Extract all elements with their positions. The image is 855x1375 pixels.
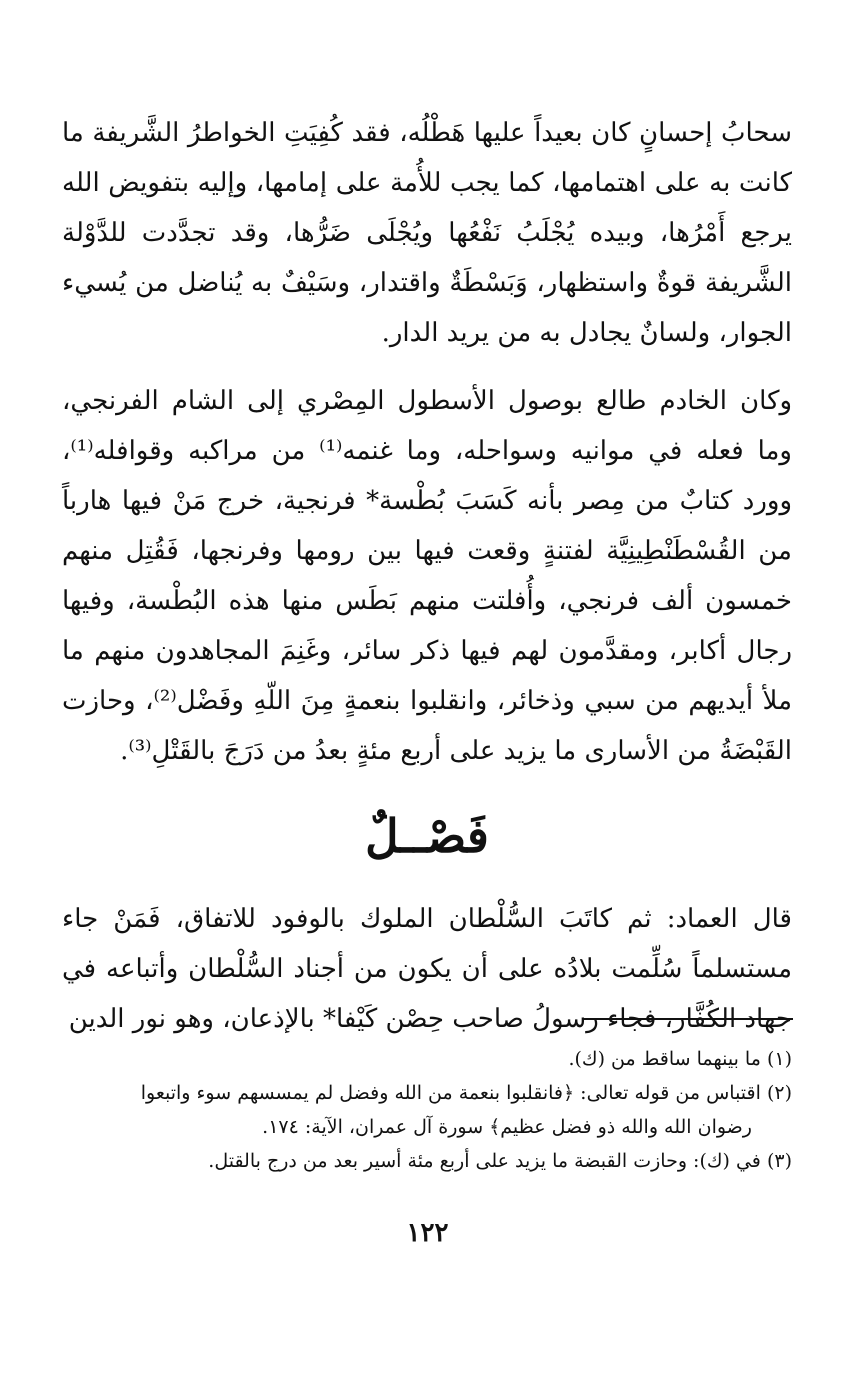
footnote-continuation: رضوان الله والله ذو فضل عظيم﴾ سورة آل عمران، الآية: ١٧٤.: [262, 1116, 752, 1138]
page-number: ١٢٢: [406, 1218, 449, 1248]
footnote-text: ما بينهما ساقط من (ك).: [568, 1048, 761, 1070]
paragraph-1: سحابُ إحسانٍ كان بعيداً عليها هَطْلُه، فقد كُفِيَتِ الخواطرُ الشَّريفة ما كانت به على اهتمامها، كما يجب للأُمة على إمامها، وإليه بتفويض الله يرجع أَمْرُها، وبيده يُجْلَبُ نَفْعُها ويُجْلَى ضَرُّها، وقد تجدَّدت للدَّوْلة الشَّريفة قوةٌ واستظهار، وَبَسْطَةٌ واقتدار، وسَيْفٌ به يُناضل من يُسيء الجوار، ولسانٌ يجادل به من يريد الدار.: [62, 118, 792, 348]
main-text: [62, 108, 792, 1044]
footnotes: [62, 1042, 792, 1178]
footnote-text: اقتباس من قوله تعالى: ﴿فانقلبوا بنعمة من الله وفضل لم يمسسهم سوء واتبعوا: [140, 1082, 761, 1104]
footnote-text: في (ك): وحازت القبضة ما يزيد على أربع مئة أسير بعد من درج بالقتل.: [208, 1150, 761, 1172]
footnote-marker: (١): [766, 1048, 792, 1070]
paragraph-3: قال العماد: ثم كاتَبَ السُّلْطان الملوك بالوفود للاتفاق، فَمَنْ جاء مستسلماً سُلِّمت بلادُه على أن يكون من أجناد السُّلْطان وأتباعه في جهاد الكُفَّار، فجاء رسولُ صاحب حِصْن كَيْفا* بالإذعان، وهو نور الدين: [62, 904, 792, 1034]
paragraph-2: وكان الخادم طالع بوصول الأسطول المِصْري إلى الشام الفرنجي، وما فعله في موانيه وسواحله، وما غنمه⁽¹⁾ من مراكبه وقوافله⁽¹⁾، وورد كتابٌ من مِصر بأنه كَسَبَ بُطْسة* فرنجية، خرج مَنْ فيها هارباً من القُسْطَنْطِينِيَّة لفتنةٍ وقعت فيها بين رومها وفرنجها، فَقُتِل منهم خمسون ألف فرنجي، وأُفلتت منهم بَطَس منها هذه البُطْسة، وفيها رجال أكابر، ومقدَّمون لهم فيها ذكر سائر، وغَنِمَ المجاهدون منهم ما ملأ أيديهم من سبي وذخائر، وانقلبوا بنعمةٍ مِنَ اللّهِ وفَضْل⁽²⁾، وحازت القَبْضَةُ من الأسارى ما يزيد على أربع مئةٍ بعدُ من دَرَجَ بالقَتْلِ⁽³⁾.: [62, 386, 793, 766]
footnote-1: [62, 1042, 792, 1076]
section-heading: فَصْــلٌ: [365, 809, 489, 863]
footnote-marker: (٢): [766, 1082, 792, 1104]
footnote-marker: (٣): [766, 1150, 792, 1172]
footnote-separator: [583, 1018, 793, 1020]
footnote-2: [62, 1076, 792, 1144]
footnote-3: [62, 1144, 792, 1178]
